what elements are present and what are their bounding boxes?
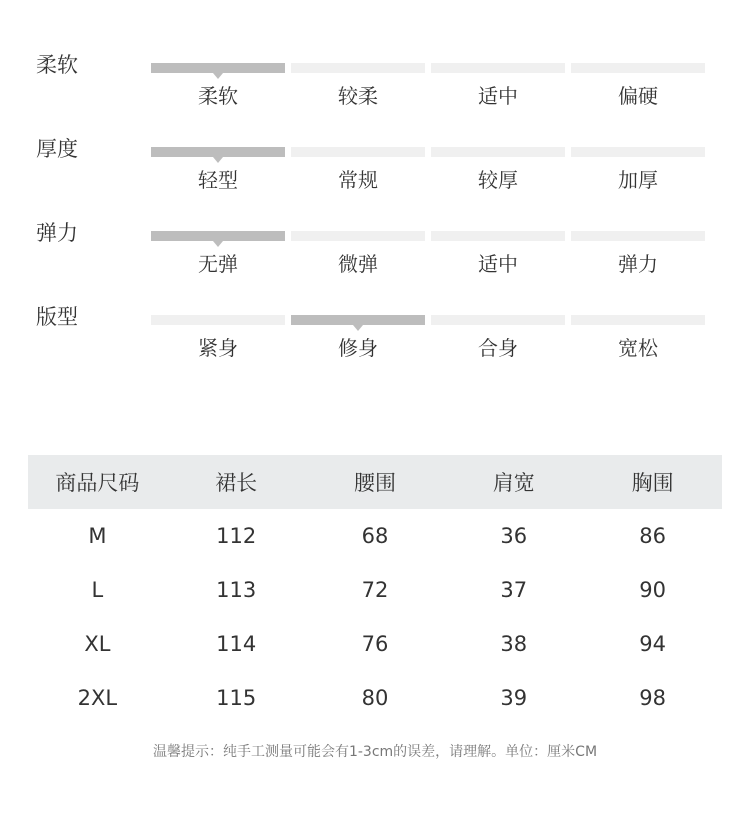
attribute-option	[571, 315, 705, 360]
option-bar	[571, 315, 705, 325]
option-bar	[431, 231, 565, 241]
column-header-waist: 腰围	[306, 455, 445, 509]
table-cell: 94	[639, 632, 666, 656]
table-cell: 86	[639, 524, 666, 548]
table-cell: L	[91, 578, 104, 602]
attribute-option	[151, 231, 285, 276]
table-cell: XL	[84, 632, 111, 656]
table-cell: 72	[361, 578, 389, 602]
table-cell: 37	[500, 578, 528, 602]
measurement-note: 温馨提示：纯手工测量可能会有1-3cm的误差，请理解。单位：厘米CM	[152, 744, 598, 760]
option-bar	[431, 147, 565, 157]
attribute-option	[431, 63, 565, 108]
option-label: 偏硬	[618, 84, 658, 108]
option-bar	[571, 231, 705, 241]
attribute-label: 版型	[36, 305, 78, 329]
attribute-row-elasticity	[0, 221, 750, 291]
table-cell: 38	[500, 632, 528, 656]
option-bar	[151, 315, 285, 325]
option-label: 较柔	[338, 84, 378, 108]
option-label: 轻型	[198, 168, 238, 192]
option-label: 柔软	[198, 84, 238, 108]
option-label: 较厚	[478, 168, 518, 192]
table-cell: 114	[216, 632, 257, 656]
table-cell: 113	[216, 578, 257, 602]
option-label: 修身	[338, 336, 378, 360]
table-cell: 39	[500, 686, 528, 710]
option-label: 适中	[478, 252, 518, 276]
option-label: 无弹	[198, 252, 238, 276]
table-cell: 36	[500, 524, 528, 548]
fabric-attributes	[0, 0, 750, 400]
attribute-option	[571, 231, 705, 276]
table-cell: 80	[361, 686, 389, 710]
option-bar	[151, 63, 285, 73]
column-header-shoulder: 肩宽	[444, 455, 583, 509]
attribute-option	[431, 231, 565, 276]
table-cell: M	[88, 524, 107, 548]
option-bar	[291, 63, 425, 73]
table-row	[28, 617, 722, 671]
table-cell: 90	[639, 578, 666, 602]
column-header-length: 裙长	[167, 455, 306, 509]
attribute-label: 厚度	[36, 137, 78, 161]
table-cell: 115	[216, 686, 257, 710]
attribute-option	[151, 315, 285, 360]
selected-pointer-icon	[213, 157, 223, 163]
option-label: 宽松	[618, 336, 658, 360]
option-bar	[431, 315, 565, 325]
table-cell: 98	[639, 686, 666, 710]
option-bar	[291, 231, 425, 241]
table-header-row	[28, 455, 722, 509]
option-bar	[431, 63, 565, 73]
option-label: 弹力	[618, 252, 658, 276]
option-bar	[571, 63, 705, 73]
option-bar	[151, 231, 285, 241]
option-label: 适中	[478, 84, 518, 108]
column-header-bust: 胸围	[583, 455, 722, 509]
attribute-row-fit	[0, 305, 750, 375]
attribute-option	[291, 315, 425, 360]
attribute-option	[291, 63, 425, 108]
attribute-label: 弹力	[36, 221, 78, 245]
option-bar	[291, 147, 425, 157]
table-cell: 112	[216, 524, 257, 548]
size-table	[28, 455, 722, 725]
option-label: 常规	[338, 168, 378, 192]
table-row	[28, 563, 722, 617]
attribute-option	[151, 63, 285, 108]
attribute-option	[291, 231, 425, 276]
option-bar	[151, 147, 285, 157]
option-label: 合身	[478, 336, 518, 360]
table-cell: 2XL	[77, 686, 118, 710]
attribute-label: 柔软	[36, 53, 78, 77]
selected-pointer-icon	[213, 73, 223, 79]
attribute-option	[571, 63, 705, 108]
table-row	[28, 671, 722, 725]
attribute-option	[291, 147, 425, 192]
attribute-option	[571, 147, 705, 192]
attribute-row-softness	[0, 53, 750, 123]
option-label: 微弹	[338, 252, 378, 276]
option-bar	[291, 315, 425, 325]
attribute-option	[431, 315, 565, 360]
selected-pointer-icon	[353, 325, 363, 331]
selected-pointer-icon	[213, 241, 223, 247]
option-label: 加厚	[618, 168, 658, 192]
table-row	[28, 509, 722, 563]
attribute-option	[431, 147, 565, 192]
attribute-option	[151, 147, 285, 192]
table-cell: 68	[361, 524, 389, 548]
table-cell: 76	[361, 632, 389, 656]
attribute-row-thickness	[0, 137, 750, 207]
option-label: 紧身	[198, 336, 238, 360]
option-bar	[571, 147, 705, 157]
column-header-size: 商品尺码	[28, 455, 167, 509]
